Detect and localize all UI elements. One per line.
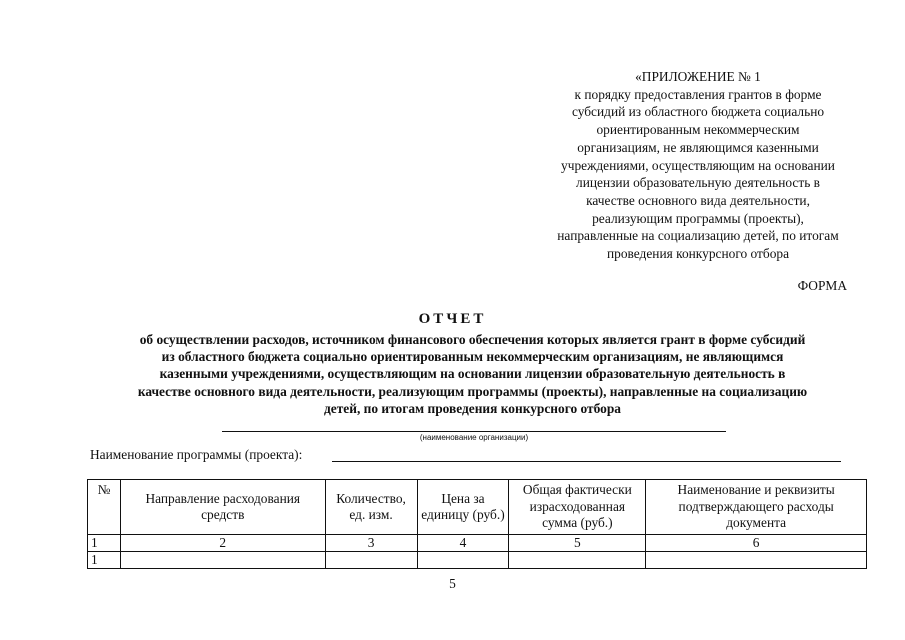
table-cell: 1	[88, 552, 121, 569]
appendix-line: ориентированным некоммерческим	[596, 122, 800, 138]
appendix-line: субсидий из областного бюджета социально	[571, 104, 825, 120]
appendix-line: проведения конкурсного отбора	[606, 246, 790, 262]
report-title: ОТЧЕТ	[418, 311, 487, 327]
table-row	[88, 552, 867, 569]
form-label: ФОРМА	[797, 278, 847, 293]
report-subtitle-line: казенными учреждениями, осуществляющим на основании лицензии образовательную деятельность в	[159, 366, 786, 382]
appendix-line: реализующим программы (проекты),	[592, 210, 804, 226]
report-subtitle-line: качестве основного вида деятельности, реализующим программы (проекты), направленные на социализацию	[137, 383, 808, 399]
appendix-line: к порядку предоставления грантов в форме	[574, 86, 822, 102]
appendix-line: направленные на социализацию детей, по итогам	[557, 228, 839, 244]
page-number: 5	[449, 576, 456, 591]
table-cell	[120, 552, 325, 569]
table-cell	[417, 552, 509, 569]
table-cell: 6	[646, 535, 867, 552]
appendix-line: лицензии образовательную деятельность в	[576, 175, 820, 191]
table-cell	[325, 552, 417, 569]
organization-name-line	[222, 431, 726, 432]
table-cell	[509, 552, 646, 569]
table-cell: 1	[88, 535, 121, 552]
appendix-line: качестве основного вида деятельности,	[586, 192, 810, 208]
appendix-block	[528, 68, 868, 263]
report-subtitle-line: об осуществлении расходов, источником финансового обеспечения которых является грант в форме субсидий	[139, 332, 806, 347]
organization-caption: (наименование организации)	[419, 433, 529, 442]
report-subtitle	[70, 331, 875, 417]
program-label: Наименование программы (проекта):	[90, 447, 303, 462]
table-cell: 2	[120, 535, 325, 552]
table-cell	[646, 552, 867, 569]
appendix-line: учреждениями, осуществляющим на основании	[561, 157, 835, 173]
header-number: №	[88, 480, 121, 535]
expenses-table	[87, 479, 867, 569]
header-unit-price: Цена за единицу (руб.)	[417, 480, 509, 535]
table-cell: 4	[417, 535, 509, 552]
appendix-line: организациям, не являющимся казенными	[577, 139, 819, 155]
header-total-amount: Общая фактически израсходованная сумма (руб.)	[509, 480, 646, 535]
table-cell: 5	[509, 535, 646, 552]
program-name-line	[332, 461, 841, 462]
header-quantity: Количество, ед. изм.	[325, 480, 417, 535]
table-row	[88, 535, 867, 552]
appendix-heading: «ПРИЛОЖЕНИЕ № 1	[635, 69, 761, 84]
table-header-row	[88, 480, 867, 535]
header-direction: Направление расходования средств	[120, 480, 325, 535]
table-cell: 3	[325, 535, 417, 552]
report-subtitle-line: детей, по итогам проведения конкурсного отбора	[324, 400, 621, 416]
report-subtitle-line: из областного бюджета социально ориентированным некоммерческим организациям, не являющимся	[161, 349, 784, 365]
header-document: Наименование и реквизиты подтверждающего расходы документа	[646, 480, 867, 535]
